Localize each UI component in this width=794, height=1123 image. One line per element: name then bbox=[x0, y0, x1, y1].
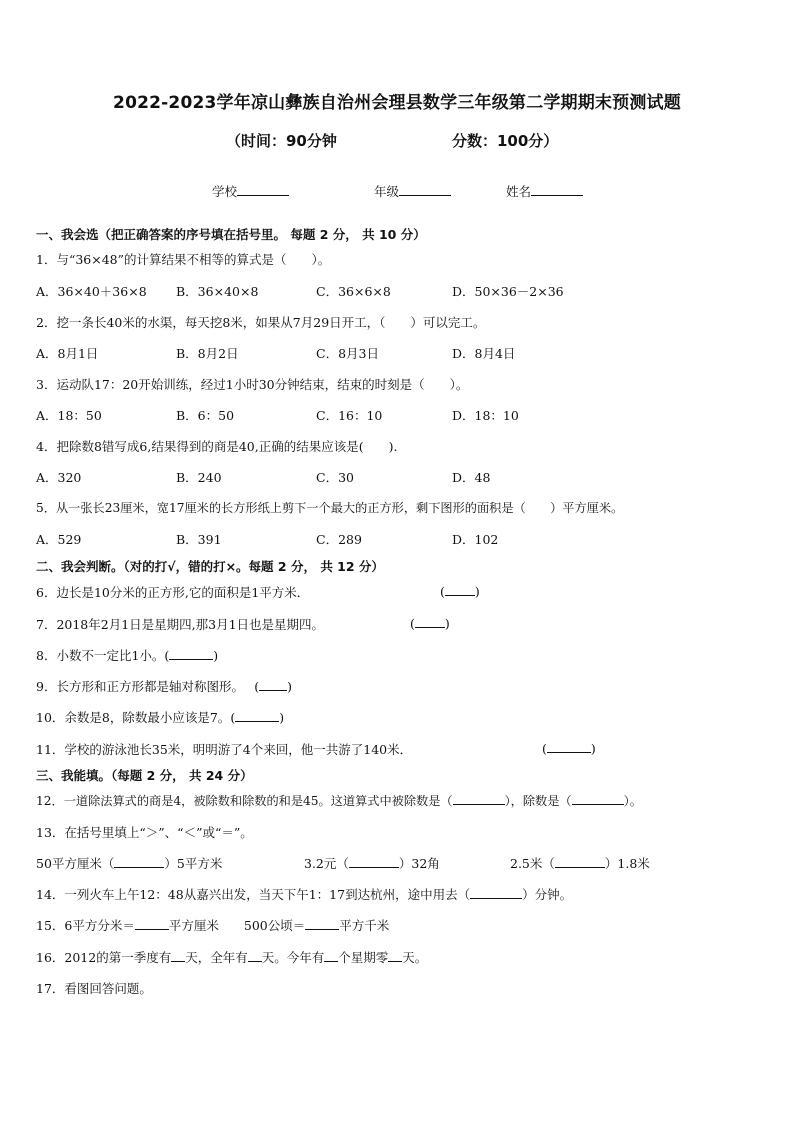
question-14-text-a: 14．一列火车上午12：48从嘉兴出发，当天下午1：17到达杭州，途中用去（ bbox=[36, 887, 471, 902]
paren-close: ) bbox=[590, 741, 596, 756]
q3-option-c[interactable]: C．16：10 bbox=[316, 408, 383, 423]
q1-option-c[interactable]: C．36×6×8 bbox=[316, 284, 391, 299]
q15-blank-2[interactable] bbox=[305, 917, 339, 930]
section-2-heading: 二、我会判断。（对的打√，错的打×。每题 2 分， 共 12 分） bbox=[36, 559, 384, 574]
question-9 bbox=[36, 677, 292, 695]
paren-close: ) bbox=[474, 584, 480, 599]
question-3: 3．运动队17：20开始训练，经过1小时30分钟结束，结束的时刻是（ ）。 bbox=[36, 377, 469, 392]
question-4: 4．把除数8错写成6,结果得到的商是40,正确的结果应该是( ). bbox=[36, 439, 398, 454]
answer-slot[interactable] bbox=[415, 615, 445, 628]
grade-blank[interactable] bbox=[399, 183, 451, 196]
paren-close: ) bbox=[279, 710, 285, 725]
exam-time: （时间：90分钟 bbox=[226, 132, 337, 150]
question-2: 2．挖一条长40米的水渠，每天挖8米，如果从7月29日开工，（ ）可以完工。 bbox=[36, 315, 486, 330]
question-5: 5．从一张长23厘米，宽17厘米的长方形纸上剪下一个最大的正方形，剩下图形的面积是（ ）平方厘米。 bbox=[36, 501, 624, 515]
q2-option-a[interactable]: A．8月1日 bbox=[36, 346, 99, 361]
q1-option-b[interactable]: B．36×40×8 bbox=[176, 284, 259, 299]
question-15-text-d: 平方千米 bbox=[339, 918, 390, 933]
question-9-text: 9．长方形和正方形都是轴对称图形。 bbox=[36, 679, 238, 694]
q7-answer-blank[interactable] bbox=[410, 615, 450, 631]
q13-compare-3-right: ）1.8米 bbox=[604, 856, 650, 871]
q1-option-d[interactable]: D．50×36－2×36 bbox=[452, 284, 564, 299]
page-title: 2022-2023学年凉山彝族自治州会理县数学三年级第二学期期末预测试题 bbox=[113, 93, 681, 113]
q3-option-b[interactable]: B．6：50 bbox=[176, 408, 235, 423]
q6-answer-blank[interactable] bbox=[440, 583, 480, 599]
q5-option-d[interactable]: D．102 bbox=[452, 532, 499, 547]
question-8 bbox=[36, 646, 218, 664]
q4-option-c[interactable]: C．30 bbox=[316, 470, 354, 485]
question-16-text-c: 天。今年有 bbox=[261, 950, 325, 965]
question-12-text-c: ）。 bbox=[623, 794, 642, 808]
question-16-text-b: 天，全年有 bbox=[185, 950, 248, 965]
question-6: 6．边长是10分米的正方形,它的面积是1平方米． bbox=[36, 585, 310, 600]
question-13: 13．在括号里填上“＞”、“＜”或“＝”。 bbox=[36, 825, 253, 840]
school-blank[interactable] bbox=[237, 183, 289, 196]
q13-compare-3-blank[interactable] bbox=[555, 855, 605, 868]
question-10 bbox=[36, 708, 284, 726]
section-1-heading: 一、我会选（把正确答案的序号填在括号里。 每题 2 分， 共 10 分） bbox=[36, 227, 426, 242]
question-16-text-d: 个星期零 bbox=[338, 950, 389, 965]
section-3-heading: 三、我能填。（每题 2 分， 共 24 分） bbox=[36, 768, 253, 783]
question-7: 7．2018年2月1日是星期四,那3月1日也是星期四。 bbox=[36, 617, 325, 632]
q13-compare-2-blank[interactable] bbox=[349, 855, 399, 868]
question-15-text-a: 15．6平方分米＝ bbox=[36, 918, 135, 933]
school-label: 学校 bbox=[212, 184, 238, 199]
paren-open: ( bbox=[440, 584, 445, 599]
question-15 bbox=[36, 916, 389, 934]
question-11: 11．学校的游泳池长35米，明明游了4个来回，他一共游了140米． bbox=[36, 742, 413, 757]
q13-compare-3 bbox=[510, 854, 650, 872]
question-16-text-a: 16．2012的第一季度有 bbox=[36, 950, 172, 965]
q2-option-b[interactable]: B．8月2日 bbox=[176, 346, 239, 361]
q13-compare-1 bbox=[36, 854, 222, 872]
paren-open: ( bbox=[410, 616, 415, 631]
q3-option-d[interactable]: D．18：10 bbox=[452, 408, 519, 423]
question-1: 1．与“36×48”的计算结果不相等的算式是（ ）。 bbox=[36, 252, 331, 267]
q13-compare-2-right: ）32角 bbox=[398, 856, 440, 871]
q16-blank-1[interactable] bbox=[171, 949, 185, 962]
q4-option-b[interactable]: B．240 bbox=[176, 470, 222, 485]
q8-answer-blank[interactable] bbox=[169, 647, 213, 660]
paren-close: ) bbox=[287, 679, 292, 694]
q13-compare-1-left: 50平方厘米（ bbox=[36, 856, 115, 871]
question-15-text-c: 500公顷＝ bbox=[243, 918, 306, 933]
paren-close: ) bbox=[444, 616, 450, 631]
q3-option-a[interactable]: A．18：50 bbox=[36, 408, 102, 423]
name-field bbox=[506, 182, 583, 200]
q13-compare-3-left: 2.5米（ bbox=[510, 856, 555, 871]
q15-blank-1[interactable] bbox=[135, 917, 169, 930]
question-10-text: 10．余数是8，除数最小应该是7。 bbox=[36, 710, 231, 725]
q1-option-a[interactable]: A．36×40＋36×8 bbox=[36, 284, 147, 299]
school-field bbox=[212, 182, 289, 200]
answer-slot[interactable] bbox=[445, 583, 475, 596]
q9-answer-blank[interactable] bbox=[259, 678, 287, 691]
q2-option-d[interactable]: D．8月4日 bbox=[452, 346, 516, 361]
question-15-text-b: 平方厘米 bbox=[168, 918, 219, 933]
q2-option-c[interactable]: C．8月3日 bbox=[316, 346, 379, 361]
q4-option-d[interactable]: D．48 bbox=[452, 470, 491, 485]
q16-blank-4[interactable] bbox=[388, 949, 402, 962]
exam-score: 分数：100分） bbox=[452, 132, 559, 150]
paren-open: ( bbox=[230, 710, 236, 725]
q10-answer-blank[interactable] bbox=[235, 709, 279, 722]
q4-option-a[interactable]: A．320 bbox=[36, 470, 82, 485]
q12-dividend-blank[interactable] bbox=[453, 792, 505, 805]
q16-blank-2[interactable] bbox=[248, 949, 262, 962]
question-14 bbox=[36, 885, 572, 903]
q5-option-b[interactable]: B．391 bbox=[176, 532, 222, 547]
q12-divisor-blank[interactable] bbox=[572, 792, 624, 805]
q13-compare-2-left: 3.2元（ bbox=[304, 856, 349, 871]
q13-compare-2 bbox=[304, 854, 440, 872]
question-12-text-a: 12．一道除法算式的商是4，被除数和除数的和是45。这道算式中被除数是（ bbox=[36, 794, 453, 808]
grade-label: 年级 bbox=[374, 184, 400, 199]
question-16-text-e: 天。 bbox=[402, 950, 428, 965]
paren-open: ( bbox=[542, 741, 547, 756]
question-14-text-b: ）分钟。 bbox=[522, 887, 573, 902]
q13-compare-1-right: ）5平方米 bbox=[164, 856, 223, 871]
q5-option-a[interactable]: A．529 bbox=[36, 532, 82, 547]
name-label: 姓名 bbox=[506, 184, 532, 199]
question-12-text-b: ），除数是（ bbox=[504, 794, 572, 808]
answer-slot[interactable] bbox=[547, 740, 591, 753]
q16-blank-3[interactable] bbox=[324, 949, 338, 962]
question-8-text: 8．小数不一定比1小。 bbox=[36, 648, 165, 663]
paren-open: ( bbox=[164, 648, 170, 663]
grade-field bbox=[374, 182, 451, 200]
question-16 bbox=[36, 948, 427, 966]
q5-option-c[interactable]: C．289 bbox=[316, 532, 362, 547]
q13-compare-1-blank[interactable] bbox=[114, 855, 164, 868]
name-blank[interactable] bbox=[531, 183, 583, 196]
paren-close: ) bbox=[213, 648, 219, 663]
paren-open: ( bbox=[254, 679, 260, 694]
question-12 bbox=[36, 792, 642, 809]
q11-answer-blank[interactable] bbox=[542, 740, 596, 756]
question-17: 17．看图回答问题。 bbox=[36, 981, 152, 996]
q14-answer-blank[interactable] bbox=[470, 886, 522, 899]
